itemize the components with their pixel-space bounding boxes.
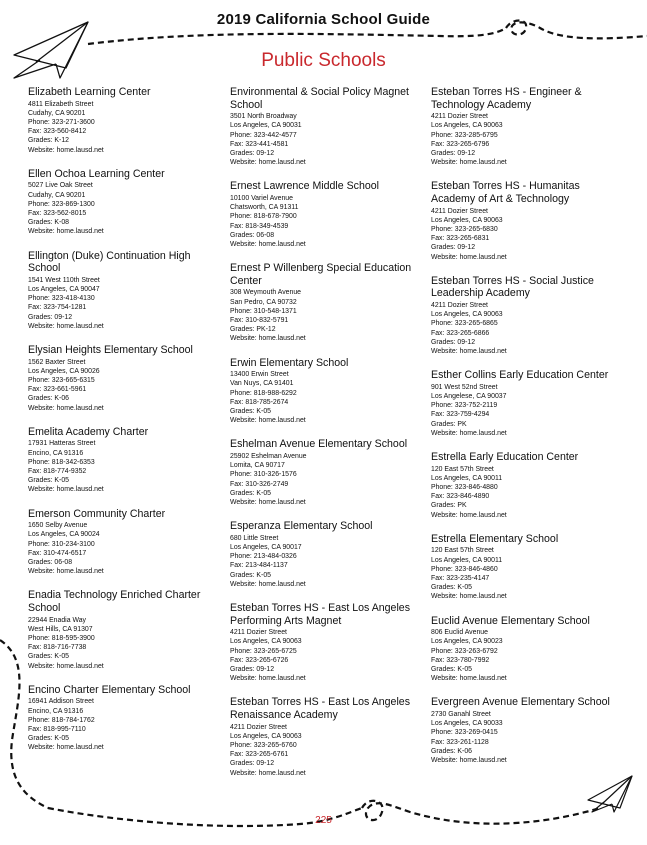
school-detail-line: Website: home.lausd.net: [28, 404, 104, 412]
school-detail-line: Fax: 818-716-7738: [28, 644, 87, 652]
school-detail-line: Phone: 818-595-3900: [28, 635, 95, 643]
section-title: Public Schools: [261, 50, 386, 71]
school-detail-line: 120 East 57th Street: [431, 465, 494, 473]
school-name: Estrella Early Education Center: [431, 451, 579, 464]
school-detail-line: Fax: 323-780-7992: [431, 656, 490, 664]
school-detail-line: Website: home.lausd.net: [431, 757, 507, 765]
school-listing: [431, 275, 621, 356]
school-detail-line: Website: home.lausd.net: [230, 335, 306, 343]
school-name: Estrella Elementary School: [431, 532, 559, 545]
school-name: Evergreen Avenue Elementary School: [431, 696, 610, 709]
school-detail-line: Website: home.lausd.net: [431, 511, 507, 519]
school-listing: [431, 533, 621, 602]
school-detail-line: Chatsworth, CA 91311: [230, 204, 299, 212]
school-name: Ellington (Duke) Continuation High School: [28, 249, 191, 275]
school-listing: [230, 438, 420, 507]
school-detail-line: 13400 Erwin Street: [230, 371, 289, 379]
school-detail-line: Website: home.lausd.net: [28, 228, 104, 236]
school-name: Esperanza Elementary School: [230, 520, 373, 533]
school-detail-line: 5027 Live Oak Street: [28, 182, 93, 190]
school-detail-line: Fax: 323-265-6866: [431, 329, 490, 337]
school-detail-line: Grades: K-05: [28, 653, 69, 661]
school-detail-line: Los Angeles, CA 90063: [431, 311, 503, 319]
school-detail-line: Website: home.lausd.net: [28, 486, 104, 494]
school-detail-line: Fax: 323-441-4581: [230, 140, 289, 148]
school-detail-line: Los Angeles, CA 90024: [28, 531, 100, 539]
school-detail-line: Fax: 818-349-4539: [230, 222, 289, 230]
school-name: Ellen Ochoa Learning Center: [28, 167, 165, 180]
school-detail-line: Los Angeles, CA 90023: [431, 638, 503, 646]
school-detail-line: Los Angeles, CA 90017: [230, 544, 302, 552]
page-number: 225: [315, 815, 332, 826]
school-detail-line: Grades: K-05: [28, 477, 69, 485]
school-detail-line: Van Nuys, CA 91401: [230, 380, 294, 388]
school-detail-line: Grades: K-05: [431, 666, 472, 674]
school-detail-line: 806 Euclid Avenue: [431, 629, 488, 637]
school-detail-line: Grades: PK-12: [230, 326, 276, 334]
school-detail-line: Phone: 323-285-6795: [431, 131, 498, 139]
school-detail-line: Grades: PK: [431, 502, 467, 510]
school-listing: [28, 684, 218, 753]
column-2: [230, 86, 420, 791]
school-name: Emelita Academy Charter: [28, 425, 149, 438]
school-name: Esteban Torres HS - Engineer & Technology Academy: [431, 86, 582, 111]
school-detail-line: Website: home.lausd.net: [28, 146, 104, 154]
school-detail-line: Grades: 09-12: [431, 338, 476, 346]
school-detail-line: 25902 Eshelman Avenue: [230, 453, 307, 461]
school-detail-line: Fax: 323-265-6796: [431, 140, 490, 148]
school-name: Ernest P Willenberg Special Education Center: [230, 262, 412, 287]
school-listing: [28, 168, 218, 237]
school-detail-line: 4211 Dozier Street: [431, 207, 488, 215]
school-name: Encino Charter Elementary School: [28, 683, 191, 696]
school-detail-line: Grades: 06-08: [230, 231, 275, 239]
school-detail-line: Phone: 323-265-6830: [431, 226, 498, 233]
school-detail-line: Grades: 09-12: [230, 760, 275, 768]
school-name: Esteban Torres HS - Social Justice Leadership Academy: [431, 274, 594, 300]
school-detail-line: Fax: 323-235-4147: [431, 575, 490, 583]
school-detail-line: Phone: 323-263-6792: [431, 647, 498, 655]
school-detail-line: Grades: 09-12: [431, 244, 476, 252]
school-listing: [431, 180, 621, 261]
school-detail-line: Phone: 323-846-4880: [431, 484, 498, 492]
school-listing: [230, 86, 420, 167]
school-detail-line: 4211 Dozier Street: [431, 302, 488, 309]
school-detail-line: Grades: K-05: [28, 735, 69, 743]
school-detail-line: Website: home.lausd.net: [28, 568, 104, 576]
school-detail-line: Grades: 09-12: [230, 150, 275, 157]
school-listing: [28, 426, 218, 495]
school-detail-line: Fax: 213-484-1137: [230, 562, 288, 570]
school-listing: [230, 520, 420, 589]
school-detail-line: Phone: 818-784-1762: [28, 716, 95, 724]
school-detail-line: Encino, CA 91316: [28, 707, 84, 715]
school-detail-line: 680 Little Street: [230, 534, 279, 542]
school-detail-line: 1541 West 110th Street: [28, 276, 100, 284]
school-name: Esteban Torres HS - Humanitas Academy of Art & Technology: [431, 180, 580, 205]
school-detail-line: Website: home.lausd.net: [431, 348, 507, 356]
school-detail-line: Phone: 323-265-6725: [230, 647, 297, 655]
school-detail-line: Website: home.lausd.net: [431, 159, 507, 167]
school-detail-line: Los Angeles, CA 90063: [230, 638, 302, 646]
school-detail-line: Phone: 323-665-6315: [28, 377, 95, 385]
school-detail-line: Fax: 818-785-2674: [230, 398, 289, 406]
school-detail-line: Grades: K-05: [230, 489, 271, 497]
school-detail-line: 4211 Dozier Street: [230, 629, 287, 637]
school-detail-line: 901 West 52nd Street: [431, 383, 498, 391]
school-detail-line: Grades: K-12: [28, 137, 69, 145]
school-detail-line: Grades: K-05: [230, 408, 271, 416]
school-detail-line: 4811 Elizabeth Street: [28, 100, 94, 108]
school-listing: [230, 262, 420, 343]
column-1: [28, 86, 218, 766]
school-name: Elysian Heights Elementary School: [28, 344, 193, 357]
school-listing: [28, 344, 218, 413]
school-name: Esteban Torres HS - East Los Angeles Performing Arts Magnet: [230, 602, 410, 627]
school-listing: [431, 615, 621, 684]
school-detail-line: Los Angeles, CA 90031: [230, 122, 302, 130]
school-name: Ernest Lawrence Middle School: [230, 180, 379, 193]
school-detail-line: Grades: 06-08: [28, 559, 73, 567]
school-detail-line: Encino, CA 91316: [28, 449, 84, 457]
school-detail-line: 4211 Dozier Street: [431, 113, 488, 121]
school-detail-line: 10100 Variel Avenue: [230, 195, 293, 202]
school-detail-line: Cudahy, CA 90201: [28, 109, 86, 117]
school-detail-line: Grades: 09-12: [431, 150, 476, 157]
school-listing: [230, 357, 420, 426]
school-detail-line: Phone: 323-869-1300: [28, 200, 95, 208]
school-detail-line: Fax: 323-562-8015: [28, 210, 87, 218]
school-detail-line: Los Angeles, CA 90063: [230, 732, 302, 740]
school-detail-line: Phone: 323-269-0415: [431, 729, 498, 737]
school-detail-line: Phone: 310-234-3100: [28, 540, 95, 548]
school-detail-line: Website: home.lausd.net: [28, 744, 104, 752]
school-detail-line: Grades: 09-12: [28, 313, 73, 321]
school-detail-line: Fax: 818-995-7110: [28, 726, 86, 734]
school-detail-line: Fax: 323-846-4890: [431, 493, 490, 501]
school-detail-line: Phone: 323-265-6865: [431, 320, 498, 328]
school-name: Erwin Elementary School: [230, 356, 349, 369]
school-detail-line: Phone: 818-678-7900: [230, 213, 297, 221]
school-detail-line: Website: home.lausd.net: [28, 322, 104, 330]
school-listing: [28, 250, 218, 331]
school-name: Emerson Community Charter: [28, 507, 166, 520]
school-detail-line: Phone: 310-548-1371: [230, 307, 297, 315]
school-name: Euclid Avenue Elementary School: [431, 614, 590, 627]
school-detail-line: Los Angeles, CA 90011: [431, 474, 503, 482]
school-detail-line: Los Angeles, CA 90026: [28, 367, 100, 375]
school-detail-line: Fax: 310-474-6517: [28, 549, 87, 557]
school-detail-line: Fax: 323-754-1281: [28, 304, 87, 312]
school-listing: [28, 508, 218, 577]
school-listing: [431, 86, 621, 167]
school-detail-line: Phone: 323-271-3600: [28, 119, 95, 126]
school-detail-line: Fax: 323-759-4294: [431, 411, 490, 419]
small-paper-airplane-icon: [588, 776, 632, 812]
school-listing: [431, 696, 621, 765]
school-detail-line: Website: home.lausd.net: [230, 241, 306, 249]
school-detail-line: Website: home.lausd.net: [230, 675, 306, 683]
school-listing: [431, 451, 621, 520]
school-detail-line: Grades: K-05: [230, 571, 271, 579]
school-detail-line: 120 East 57th Street: [431, 547, 494, 555]
school-listing: [28, 86, 218, 155]
school-detail-line: Website: home.lausd.net: [230, 769, 306, 777]
school-detail-line: Phone: 818-988-6292: [230, 389, 297, 397]
school-detail-line: Grades: K-08: [28, 219, 69, 227]
school-detail-line: Phone: 818-342-6353: [28, 458, 95, 466]
school-detail-line: Phone: 323-846-4860: [431, 565, 498, 573]
school-detail-line: 4211 Dozier Street: [230, 723, 287, 731]
school-detail-line: Phone: 323-442-4577: [230, 131, 297, 139]
school-listing: [431, 369, 621, 438]
school-detail-line: Fax: 323-265-6726: [230, 656, 289, 664]
school-detail-line: Website: home.lausd.net: [230, 159, 306, 167]
school-listing: [230, 180, 420, 249]
school-name: Enadia Technology Enriched Charter School: [28, 589, 201, 615]
school-name: Eshelman Avenue Elementary School: [230, 438, 408, 451]
school-name: Esther Collins Early Education Center: [431, 369, 609, 382]
school-detail-line: 2730 Ganahl Street: [431, 711, 491, 719]
school-detail-line: Phone: 323-418-4130: [28, 295, 95, 303]
school-detail-line: Fax: 310-832-5791: [230, 317, 289, 325]
school-detail-line: Website: home.lausd.net: [431, 593, 507, 601]
school-detail-line: Los Angelese, CA 90037: [431, 393, 507, 401]
school-name: Environmental & Social Policy Magnet School: [230, 86, 410, 111]
school-detail-line: Website: home.lausd.net: [431, 429, 507, 437]
school-detail-line: Los Angeles, CA 90033: [431, 720, 503, 728]
school-detail-line: Fax: 323-661-5961: [28, 386, 87, 394]
school-detail-line: Fax: 818-774-9352: [28, 468, 87, 476]
school-detail-line: Phone: 323-265-6760: [230, 742, 297, 750]
school-detail-line: Fax: 310-326-2749: [230, 480, 289, 488]
school-detail-line: Website: home.lausd.net: [230, 580, 306, 588]
school-detail-line: Website: home.lausd.net: [28, 662, 104, 670]
school-detail-line: Los Angeles, CA 90063: [431, 122, 503, 130]
school-detail-line: Website: home.lausd.net: [431, 675, 507, 683]
school-detail-line: 1562 Baxter Street: [28, 358, 86, 366]
guide-title: 2019 California School Guide: [216, 11, 431, 28]
school-detail-line: Los Angeles, CA 90047: [28, 286, 100, 294]
school-detail-line: Fax: 323-560-8412: [28, 128, 87, 136]
school-detail-line: Phone: 213-484-0326: [230, 553, 297, 561]
school-detail-line: Fax: 323-265-6761: [230, 751, 289, 759]
school-detail-line: 17931 Hatteras Street: [28, 440, 96, 448]
school-detail-line: Fax: 323-265-6831: [431, 235, 490, 243]
school-listing: [230, 602, 420, 683]
school-name: Esteban Torres HS - East Los Angeles Renaissance Academy: [230, 696, 410, 722]
school-detail-line: Grades: 09-12: [230, 666, 275, 674]
school-detail-line: San Pedro, CA 90732: [230, 298, 297, 306]
column-3: [431, 86, 621, 778]
school-listing: [230, 696, 420, 777]
school-detail-line: Cudahy, CA 90201: [28, 191, 86, 199]
school-detail-line: Grades: K-06: [28, 395, 69, 403]
school-detail-line: 3501 North Broadway: [230, 113, 297, 121]
school-detail-line: Phone: 310-326-1576: [230, 471, 297, 479]
school-detail-line: Los Angeles, CA 90063: [431, 216, 503, 224]
school-detail-line: Lomita, CA 90717: [230, 462, 285, 470]
school-detail-line: Los Angeles, CA 90011: [431, 556, 503, 564]
school-detail-line: Grades: K-06: [431, 747, 472, 755]
school-detail-line: 1650 Selby Avenue: [28, 522, 88, 530]
school-name: Elizabeth Learning Center: [28, 86, 151, 98]
school-detail-line: West Hills, CA 91307: [28, 625, 93, 633]
school-detail-line: Fax: 323-261-1128: [431, 738, 489, 746]
school-listing: [28, 589, 218, 670]
school-detail-line: Phone: 323-752-2119: [431, 402, 498, 410]
school-detail-line: Website: home.lausd.net: [230, 417, 306, 425]
school-detail-line: Website: home.lausd.net: [431, 253, 507, 261]
school-detail-line: Website: home.lausd.net: [230, 499, 306, 507]
school-detail-line: 22944 Enadia Way: [28, 616, 86, 624]
school-detail-line: Grades: K-05: [431, 584, 472, 592]
school-detail-line: 308 Weymouth Avenue: [230, 289, 301, 297]
school-detail-line: Grades: PK: [431, 420, 467, 428]
top-dashed-path: [88, 28, 506, 44]
school-detail-line: 16941 Addison Street: [28, 698, 94, 706]
